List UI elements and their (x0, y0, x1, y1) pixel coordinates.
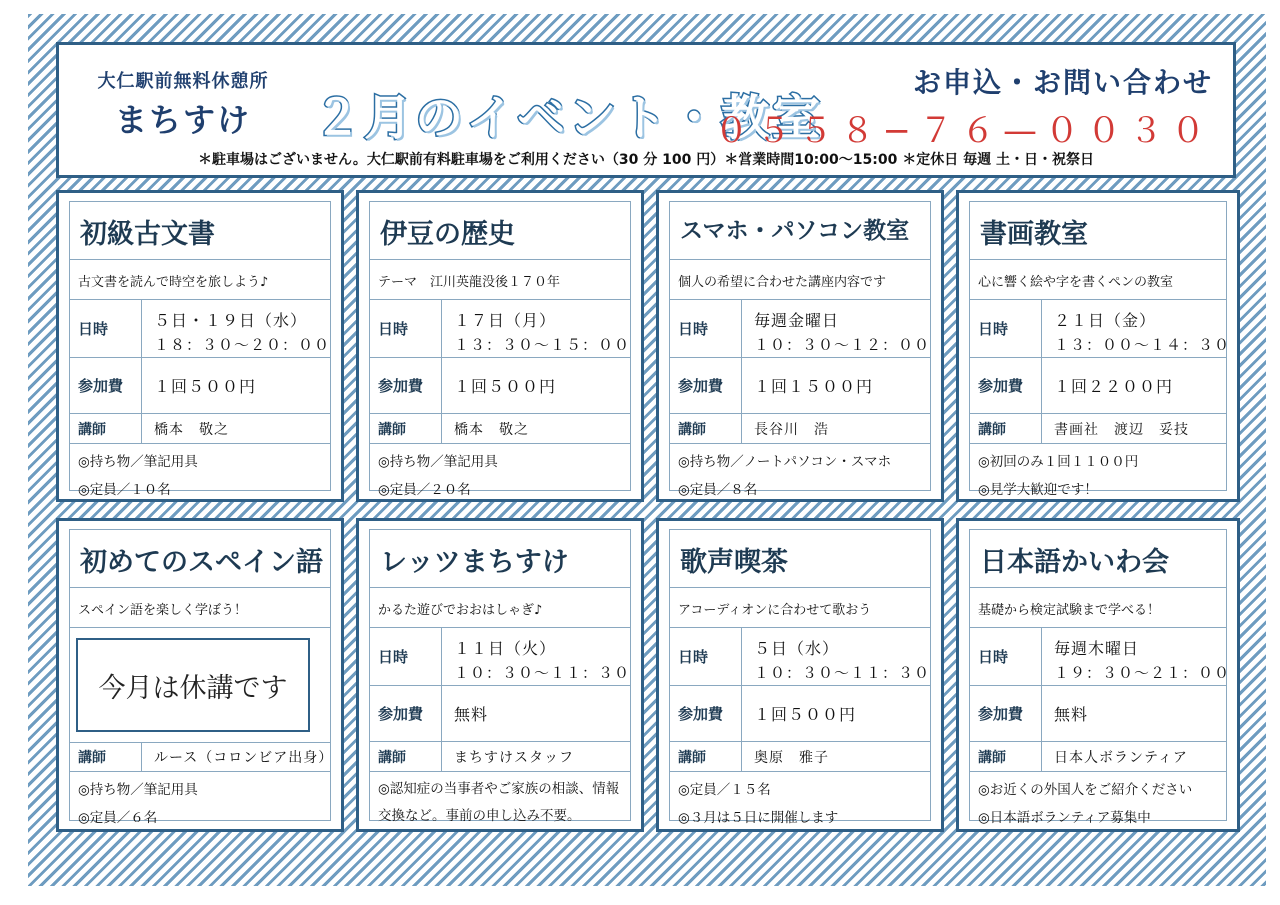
date-label: 日時 (370, 300, 442, 357)
page-title: ２月のイベント・教室 (313, 90, 824, 146)
contact-label: お申込・お問い合わせ (912, 66, 1213, 99)
event-note: ◎見学大歓迎です！ (978, 482, 1098, 498)
date-row (670, 628, 930, 686)
fee-value: １回５００円 (454, 377, 557, 396)
event-time: １０：３０～１１：３０ (454, 664, 631, 682)
event-note: ◎持ち物／筆記用具 (78, 782, 198, 798)
event-description: 古文書を読んで時空を旅しよう♪ (70, 260, 330, 300)
date-row (370, 628, 630, 686)
event-time: １０：３０～１１：３０ (754, 664, 931, 682)
event-card-komonjo (56, 190, 344, 502)
instructor-name: 橋本 敬之 (154, 421, 229, 438)
event-card-calligraphy (956, 190, 1240, 502)
date-row (370, 300, 630, 358)
event-title: 書画教室 (970, 202, 1226, 260)
instructor-row (970, 414, 1226, 444)
event-date: ５日・１９日（水） (154, 311, 308, 330)
date-row (670, 300, 930, 358)
instructor-row (670, 414, 930, 444)
fee-row (370, 686, 630, 742)
fee-value: １回５００円 (154, 377, 257, 396)
brand-name: まちすけ (114, 101, 251, 139)
date-row (70, 300, 330, 358)
event-card-singing-cafe (656, 518, 944, 832)
closed-notice: 今月は休講です (76, 638, 310, 732)
fee-row (670, 358, 930, 414)
event-note: ◎日本語ボランティア募集中 (978, 810, 1151, 826)
event-date: 毎週木曜日 (1054, 639, 1140, 658)
event-note: ◎お近くの外国人をご紹介ください (978, 782, 1193, 798)
instructor-row (970, 742, 1226, 772)
event-description: テーマ 江川英龍没後１７０年 (370, 260, 630, 300)
fee-label: 参加費 (370, 358, 442, 413)
date-row (970, 628, 1231, 686)
instructor-label: 講師 (70, 742, 142, 771)
instructor-label: 講師 (970, 414, 1042, 443)
fee-row (970, 686, 1226, 742)
instructor-name: 橋本 敬之 (454, 421, 529, 438)
instructor-label: 講師 (370, 742, 442, 771)
event-note: ◎定員／２０名 (378, 482, 471, 498)
fee-value: １回２２００円 (1054, 377, 1174, 396)
event-time: １９：３０～２１：００ (1054, 664, 1231, 682)
event-title: 伊豆の歴史 (370, 202, 630, 260)
date-label: 日時 (670, 628, 742, 685)
event-note: ◎持ち物／ノートパソコン・スマホ (678, 454, 892, 470)
event-description: 個人の希望に合わせた講座内容です (670, 260, 930, 300)
fee-value: 無料 (454, 705, 489, 724)
date-label: 日時 (70, 300, 142, 357)
event-note: ◎持ち物／筆記用具 (378, 454, 498, 470)
phone-number: ０５５８−７６—００３０ (714, 111, 1213, 151)
event-description: アコーディオンに合わせて歌おう (670, 588, 930, 628)
fee-value: １回５００円 (754, 705, 857, 724)
instructor-label: 講師 (970, 742, 1042, 771)
event-title: 日本語かいわ会 (970, 530, 1226, 588)
event-title: 初めてのスペイン語 (70, 530, 330, 588)
event-date: １１日（火） (454, 639, 557, 658)
fee-label: 参加費 (670, 686, 742, 741)
event-note: ◎定員／１０名 (78, 482, 171, 498)
fee-label: 参加費 (370, 686, 442, 741)
event-title: 初級古文書 (70, 202, 330, 260)
date-row (970, 300, 1231, 358)
closed-area (70, 628, 330, 743)
instructor-label: 講師 (370, 414, 442, 443)
event-description: かるた遊びでおおはしゃぎ♪ (370, 588, 630, 628)
parking-hours-notice: ＊駐車場はございません。大仁駅前有料駐車場をご利用ください（30 分 100 円）＊営業時間10:00～15:00 ＊定休日 毎週 土・日・祝祭日 (198, 152, 1094, 168)
event-note: ◎定員／８名 (678, 482, 758, 498)
instructor-label: 講師 (70, 414, 142, 443)
instructor-label: 講師 (670, 414, 742, 443)
fee-row (70, 358, 330, 414)
fee-row (370, 358, 630, 414)
organization-name: 大仁駅前無料休憩所 (97, 71, 269, 92)
event-date: １７日（月） (454, 311, 557, 330)
instructor-label: 講師 (670, 742, 742, 771)
date-label: 日時 (670, 300, 742, 357)
instructor-row (70, 414, 330, 444)
fee-row (670, 686, 930, 742)
event-date: 毎週金曜日 (754, 311, 840, 330)
fee-label: 参加費 (670, 358, 742, 413)
instructor-name: 奥原 雅子 (754, 749, 829, 766)
event-time: １３：３０～１５：００ (454, 336, 631, 354)
event-date: ５日（水） (754, 639, 840, 658)
event-time: １３：００～１４：３０ (1054, 336, 1231, 354)
instructor-row (370, 742, 630, 772)
fee-value: １回１５００円 (754, 377, 874, 396)
event-description: スペイン語を楽しく学ぼう！ (70, 588, 330, 628)
event-card-japanese-conversation (956, 518, 1240, 832)
instructor-name: 書画社 渡辺 妥技 (1054, 421, 1189, 438)
event-note: ◎定員／６名 (78, 810, 158, 826)
event-note: ◎持ち物／筆記用具 (78, 454, 198, 470)
event-note: ◎初回のみ１回１１００円 (978, 454, 1139, 470)
instructor-name: 日本人ボランティア (1054, 749, 1188, 766)
instructor-row (370, 414, 630, 444)
event-note: ◎３月は５日に開催します (678, 810, 839, 826)
event-card-smartphone-pc (656, 190, 944, 502)
fee-label: 参加費 (970, 686, 1042, 741)
instructor-name: ルース（コロンビア出身） (154, 749, 334, 766)
event-note: ◎認知症の当事者やご家族の相談、情報交換など。事前の申し込み不要。 (378, 781, 620, 824)
event-date: ２１日（金） (1054, 311, 1157, 330)
event-title: スマホ・パソコン教室 (670, 202, 930, 260)
event-card-izu-history (356, 190, 644, 502)
fee-label: 参加費 (970, 358, 1042, 413)
date-label: 日時 (370, 628, 442, 685)
instructor-row (70, 742, 334, 772)
date-label: 日時 (970, 300, 1042, 357)
event-note: ◎定員／１５名 (678, 782, 771, 798)
event-title: 歌声喫茶 (670, 530, 930, 588)
event-time: １０：３０～１２：００ (754, 336, 931, 354)
instructor-name: まちすけスタッフ (454, 749, 574, 766)
event-title: レッツまちすけ (370, 530, 630, 588)
instructor-name: 長谷川 浩 (754, 421, 829, 438)
event-card-spanish (56, 518, 344, 832)
instructor-row (670, 742, 930, 772)
event-card-lets-machisuke (356, 518, 644, 832)
fee-label: 参加費 (70, 358, 142, 413)
flyer-header (56, 42, 1236, 178)
event-description: 心に響く絵や字を書くペンの教室 (970, 260, 1226, 300)
date-label: 日時 (970, 628, 1042, 685)
event-time: １８：３０～２０：００ (154, 336, 331, 354)
event-description: 基礎から検定試験まで学べる！ (970, 588, 1226, 628)
fee-value: 無料 (1054, 705, 1089, 724)
fee-row (970, 358, 1226, 414)
